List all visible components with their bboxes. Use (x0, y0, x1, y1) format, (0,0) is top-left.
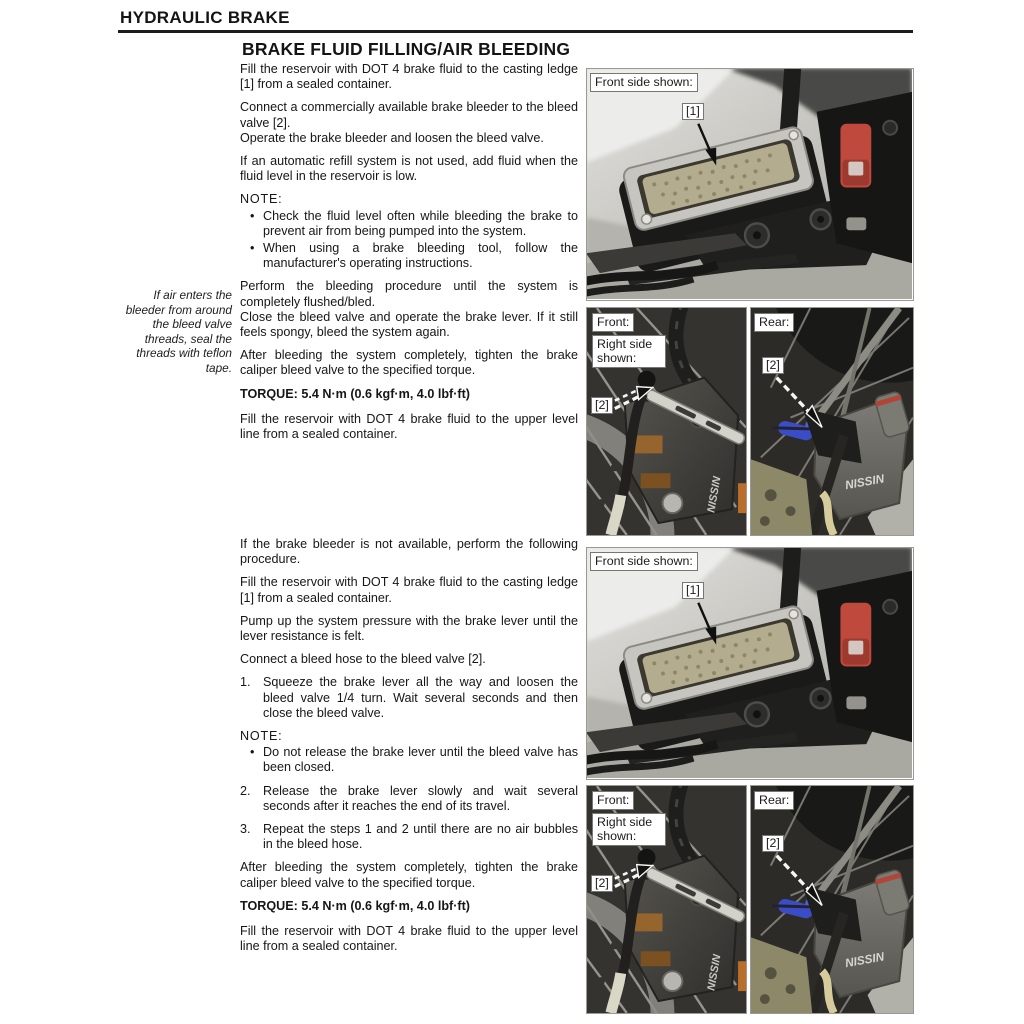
figure-caption: Right side shown: (592, 335, 666, 368)
bullet-marker: • (250, 241, 255, 256)
step-text: Release the brake lever slowly and wait several seconds after it reaches the end of its travel. (263, 783, 578, 813)
figure-calipers-top (586, 307, 914, 536)
rear-caliper-photo (750, 307, 914, 536)
step-item (240, 675, 578, 721)
page-header: HYDRAULIC BRAKE (120, 8, 290, 27)
paragraph: Fill the reservoir with DOT 4 brake fluid to the upper level line from a sealed container. (240, 924, 578, 954)
figure-border (586, 68, 914, 301)
figure-reservoir-top (586, 68, 914, 301)
callout-2: [2] (591, 397, 613, 414)
rear-caliper-photo (750, 785, 914, 1014)
procedure-2-text (240, 537, 578, 962)
figure-caption: Front side shown: (590, 552, 698, 571)
note-item (240, 745, 578, 775)
step-number: 2. (240, 783, 251, 798)
figure-caption: Front: (592, 791, 634, 810)
note-item (240, 241, 578, 271)
step-item (240, 822, 578, 852)
paragraph: Connect a commercially available brake bleeder to the bleed valve [2]. (240, 100, 578, 130)
paragraph-group (240, 100, 578, 146)
margin-note: If air enters the bleeder from around the bleed valve threads, seal the threads with teflon tape. (125, 288, 232, 375)
figure-caption: Right side shown: (592, 813, 666, 846)
step-item (240, 784, 578, 814)
figure-border (586, 547, 914, 780)
procedure-1-text (240, 62, 578, 450)
note-text: Do not release the brake lever until the bleed valve has been closed. (263, 745, 578, 775)
figure-caption: Rear: (754, 313, 794, 332)
paragraph: Connect a bleed hose to the bleed valve [2]. (240, 652, 486, 667)
figure-calipers-bottom (586, 785, 914, 1014)
note-item (240, 209, 578, 239)
paragraph: Fill the reservoir with DOT 4 brake fluid to the upper level line from a sealed container. (240, 411, 578, 442)
torque-spec: TORQUE: 5.4 N·m (0.6 kgf·m, 4.0 lbf·ft) (240, 898, 470, 913)
torque-spec: TORQUE: 5.4 N·m (0.6 kgf·m, 4.0 lbf·ft) (240, 386, 470, 401)
step-number: 3. (240, 822, 251, 837)
figure-caption: Front side shown: (590, 73, 698, 92)
paragraph: Close the bleed valve and operate the brake lever. If it still feels spongy, bleed the system again. (240, 309, 578, 340)
note-text: Check the fluid level often while bleeding the brake to prevent air from being pumped into the system. (263, 208, 578, 238)
paragraph: Operate the brake bleeder and loosen the bleed valve. (240, 130, 544, 145)
step-text: Squeeze the brake lever all the way and loosen the bleed valve 1/4 turn. Wait several seconds and then close the bleed valve. (263, 675, 578, 720)
step-text: Repeat the steps 1 and 2 until there are no air bubbles in the bleed hose. (263, 822, 578, 852)
callout-1: [1] (682, 582, 704, 599)
callout-2: [2] (762, 357, 784, 374)
paragraph: After bleeding the system completely, tighten the brake caliper bleed valve to the specified torque. (240, 348, 578, 378)
paragraph: If an automatic refill system is not used, add fluid when the fluid level in the reservoir is low. (240, 154, 578, 184)
paragraph-group (240, 279, 578, 340)
step-number: 1. (240, 675, 251, 690)
bullet-marker: • (250, 745, 255, 760)
callout-2: [2] (591, 875, 613, 892)
figure-reservoir-bottom (586, 547, 914, 780)
note-label: NOTE: (240, 192, 283, 207)
figure-caption: Front: (592, 313, 634, 332)
figure-caption: Rear: (754, 791, 794, 810)
paragraph: Fill the reservoir with DOT 4 brake fluid to the casting ledge [1] from a sealed container. (240, 62, 578, 92)
paragraph: Fill the reservoir with DOT 4 brake fluid to the casting ledge [1] from a sealed container. (240, 575, 578, 605)
paragraph: Pump up the system pressure with the brake lever until the lever resistance is felt. (240, 613, 578, 644)
header-rule (118, 30, 913, 33)
callout-1: [1] (682, 103, 704, 120)
bullet-marker: • (250, 208, 255, 223)
paragraph: Perform the bleeding procedure until the system is completely flushed/bled. (240, 279, 578, 309)
callout-2: [2] (762, 835, 784, 852)
paragraph: If the brake bleeder is not available, perform the following procedure. (240, 537, 578, 567)
paragraph: After bleeding the system completely, tighten the brake caliper bleed valve to the specified torque. (240, 860, 578, 890)
note-label: NOTE: (240, 729, 283, 744)
note-text: When using a brake bleeding tool, follow the manufacturer's operating instructions. (263, 241, 578, 271)
section-title: BRAKE FLUID FILLING/AIR BLEEDING (242, 39, 571, 59)
